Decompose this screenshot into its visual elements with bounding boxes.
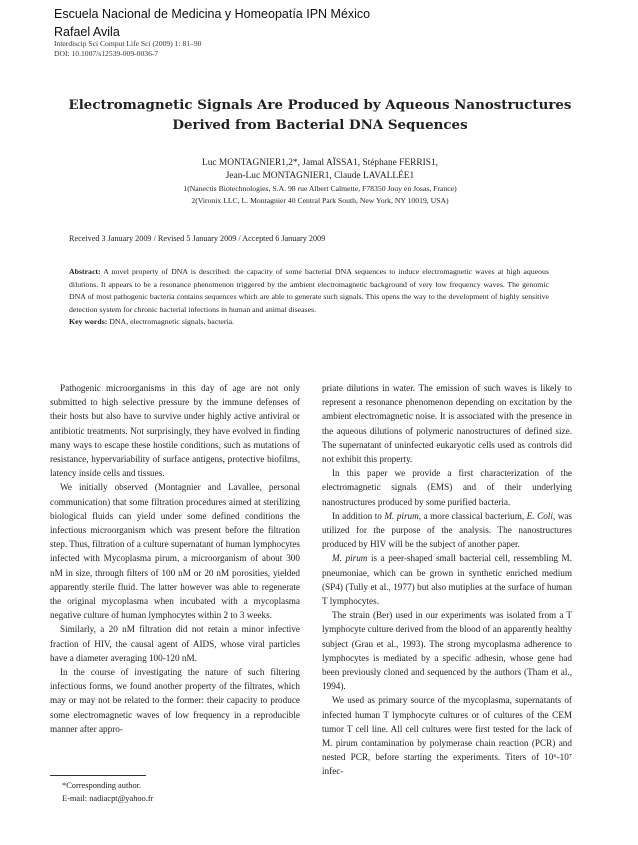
journal-header [54, 39, 201, 58]
body-paragraph: The strain (Ber) used in our experiments was isolated from a T lymphocyte culture derived from the blood of an apparently healthy subject (Grau et al., 1993). The strong mycoplasma adherence to lymphocytes is mediated by a specific adhesin, whose gene had been previously cloned and sequenced by the authors (Tham et al., 1994). [322, 610, 572, 692]
affiliations [40, 183, 600, 206]
footnote-rule [50, 775, 146, 776]
paragraph-rest: , was utilized for the purpose of the analysis. The nanostructures produced by HIV will be the subject of another paper. [322, 510, 572, 550]
abstract-label: Abstract: [69, 267, 101, 276]
stamp-line-2: Rafael Avila [54, 25, 120, 39]
body-paragraph: Similarly, a 20 nM filtration did not retain a minor infective fraction of HIV, the causal agent of AIDS, whose viral particles have a diameter averaging 100-120 nM. [50, 624, 300, 663]
title-line-1: Electromagnetic Signals Are Produced by Aqueous Nanostructures [68, 97, 572, 113]
body-paragraph: Pathogenic microorganisms in this day of age are not only submitted to high selective pressure by the immune defenses of their hosts but also have to survive under highly active antiviral or antibiotic treatments. Not surprisingly, they have evolved in finding many ways to escape these hostile conditions, such as mutations of resistance, hypervariability of surface antigens, protective biofilms, latency inside cells and tissues. [50, 383, 300, 479]
species-name: E. Coli [526, 510, 553, 521]
received-dates: Received 3 January 2009 / Revised 5 January 2009 / Accepted 6 January 2009 [69, 234, 326, 243]
title-line-2: Derived from Bacterial DNA Sequences [172, 117, 468, 133]
paper-title [40, 95, 600, 135]
body-paragraph: In the course of investigating the nature of such filtering infectious forms, we found another property of the filtrates, which may or may not be related to the former: their capacity to produce some electromagnetic waves of low frequency in a reproducible manner after appro- [50, 667, 300, 734]
abstract-paragraph [69, 266, 549, 316]
species-name: M. pirum [332, 553, 368, 564]
author-list [40, 157, 600, 183]
body-column-right [322, 381, 572, 779]
body-paragraph: We initially observed (Montagnier and Lavallee, personal communication) that some filtration procedures aimed at sterilizing biological fluids can yield under some defined conditions the infectious microorganism which was present before the filtration step. Thus, filtration of a culture supernatant of human lymphocytes infected with Mycoplasma pirum, a microorganism of about 300 nM in size, through filters of 100 nM or 20 nM porosities, yielded apparently sterile fluid. The latter however was able to regenerate the original mycoplasma when incubated with a mycoplasma negative culture of human lymphocytes within 2 to 3 weeks. [50, 482, 300, 621]
keywords-label: Key words: [69, 317, 108, 327]
paragraph-rest: is a peer-shaped small bacterial cell, ressembling M. pneumoniae, which can be grown in synthetic enriched medium (SP4) (Tully et al., 1977) but also mutiplies at the surface of human T lymphocytes. [322, 553, 572, 607]
watermark-stamp [54, 7, 370, 40]
paragraph-lead: In addition to [332, 510, 385, 521]
authors-line-2: Jean-Luc MONTAGNIER1, Claude LAVALLÉE1 [225, 171, 415, 181]
abstract-text: A novel property of DNA is described: the capacity of some bacterial DNA sequences to induce electromagnetic waves at high aqueous dilutions. It appears to be a resonance phenomenon triggered by the ambient electromagnetic background of very low frequency waves. The genomic DNA of most pathogenic bacteria contains sequences which are able to generate such signals. This opens the way to the development of highly sensitive detection system for chronic bacterial infections in human and animal diseases. [69, 267, 549, 314]
corresponding-author-note: *Corresponding author. [62, 781, 142, 790]
affiliation-1: 1(Nanectis Biotechnologies, S.A. 98 rue Albert Calmette, F78350 Jouy en Josas, France) [183, 184, 457, 193]
body-column-left [50, 381, 300, 736]
abstract-block [69, 266, 549, 329]
paragraph-mid: , a more classical bacterium, [418, 510, 527, 521]
affiliation-2: 2(Vironix LLC, L. Montagnier 40 Central Park South, New York, NY 10019, USA) [191, 195, 449, 205]
body-paragraph [322, 509, 572, 552]
body-paragraph: priate dilutions in water. The emission of such waves is likely to represent a resonance phenomenon depending on excitation by the ambient electromagnetic noise. It is associated with the presence in the aqueous dilutions of polymeric nanostructures of defined size. The supernatant of uninfected eukaryotic cells used as controls did not exhibit this property. [322, 383, 572, 465]
keywords-text: DNA, electromagnetic signals, bacteria. [109, 317, 234, 327]
contact-email[interactable]: E-mail: nadiacpt@yahoo.fr [62, 794, 154, 803]
footnote [62, 779, 153, 805]
journal-citation: Interdiscip Sci Comput Life Sci (2009) 1: 81–90 [54, 39, 202, 48]
authors-line-1: Luc MONTAGNIER1,2*, Jamal AÏSSA1, Stéphane FERRIS1, [202, 158, 438, 168]
keywords-line [69, 316, 549, 329]
body-paragraph: We used as primary source of the mycoplasma, supernatants of infected human T lymphocyte cultures or of cultures of the CEM tumor T cell line. All cell cultures were first tested for the lack of M. pirum contamination by polymerase chain reaction (PCR) and nested PCR, before starting the experiments. Titers of 10⁶-10⁷ infec- [322, 695, 572, 777]
body-paragraph [322, 551, 572, 608]
species-name: M. pirum [384, 510, 419, 521]
journal-doi[interactable]: DOI: 10.1007/s12539-009-0036-7 [54, 48, 159, 58]
body-paragraph: In this paper we provide a first characterization of the electromagnetic signals (EMS) and of their underlying nanostructures produced by some purified bacteria. [322, 468, 572, 507]
stamp-line-1: Escuela Nacional de Medicina y Homeopatía IPN México [54, 7, 371, 21]
